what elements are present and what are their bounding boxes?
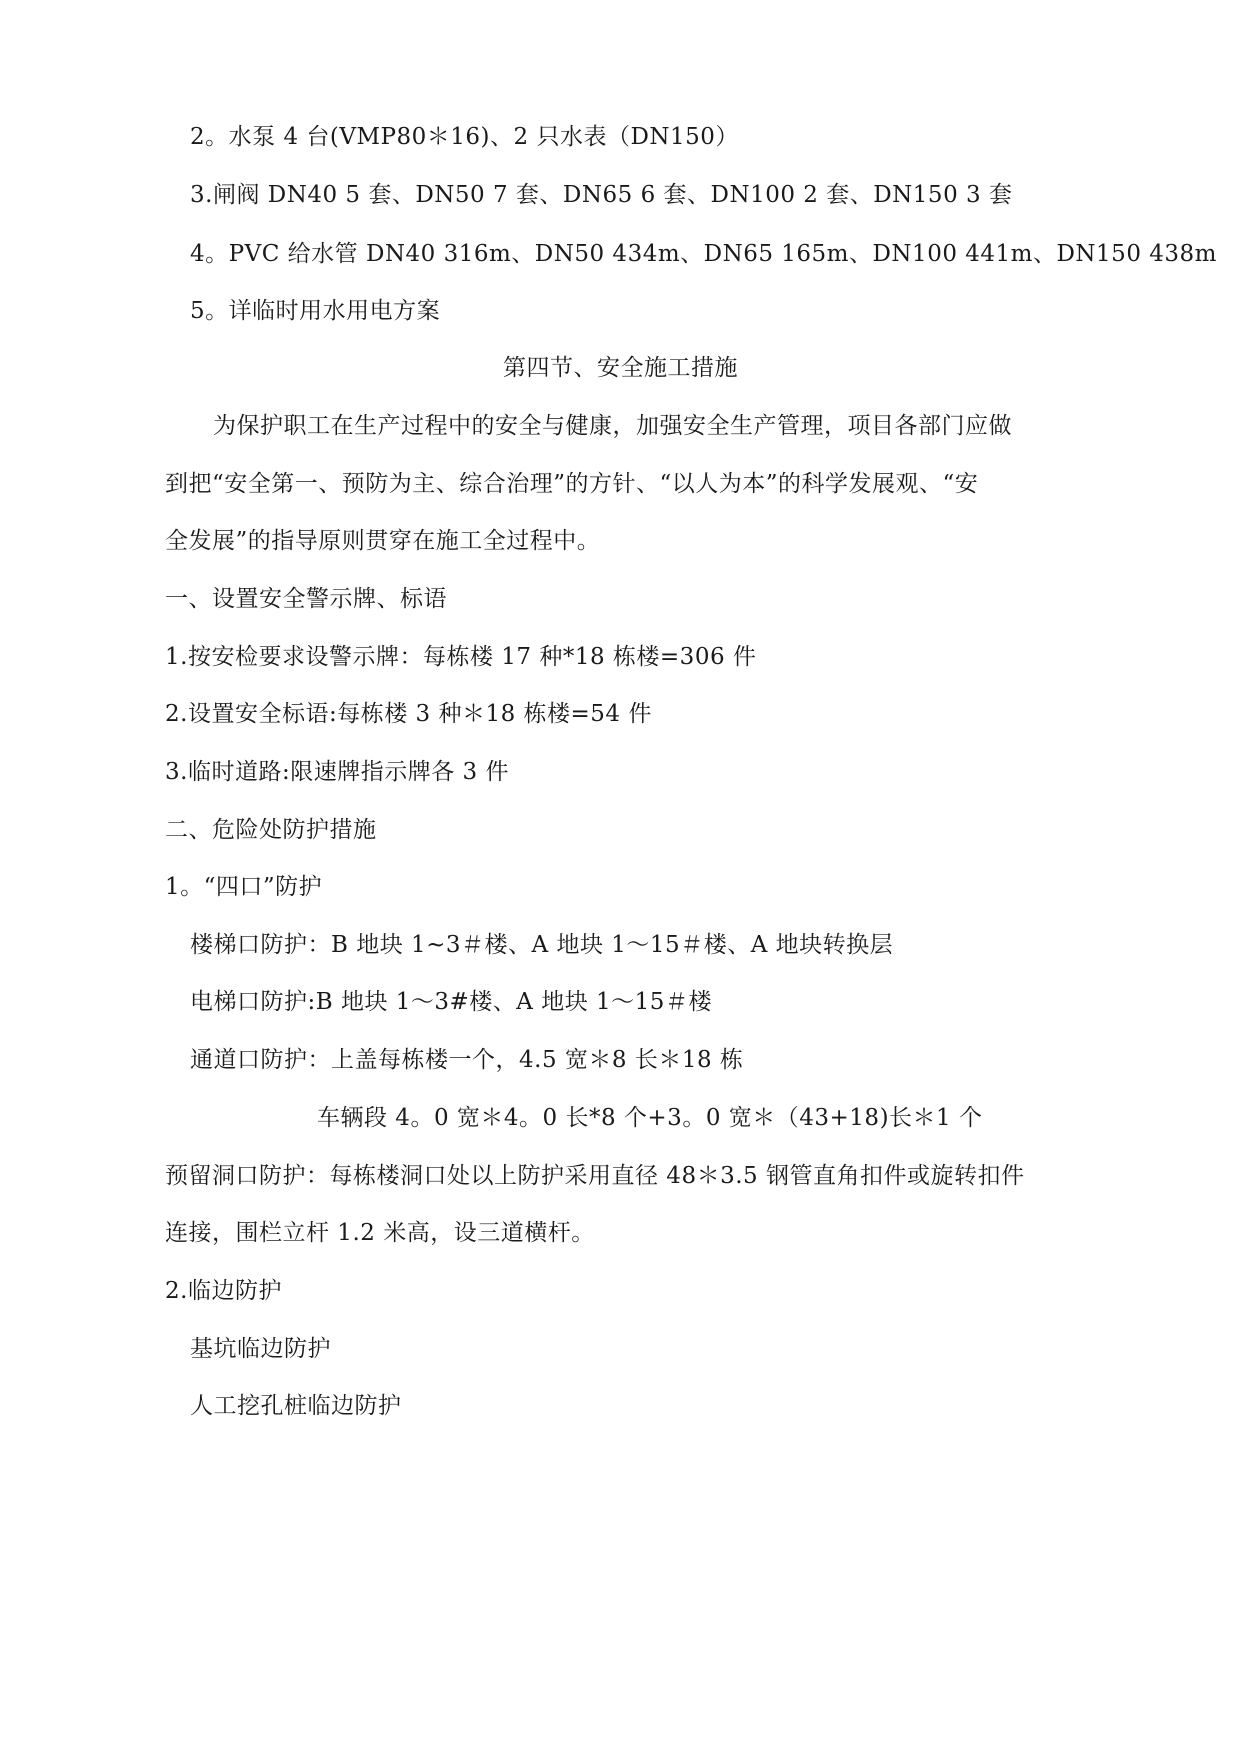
passage-protection: 通道口防护：上盖每栋楼一个，4.5 宽＊8 长＊18 栋 [190,1047,744,1073]
edge-protection-title: 2.临边防护 [165,1278,282,1304]
vehicle-section: 车辆段 4。0 宽＊4。0 长*8 个+3。0 宽＊（43+18)长＊1 个 [317,1105,983,1131]
pile-edge-protection: 人工挖孔桩临边防护 [190,1393,402,1419]
stair-protection: 楼梯口防护：B 地块 1~3＃楼、A 地块 1～15＃楼、A 地块转换层 [190,932,894,958]
reserved-opening-line-1: 预留洞口防护：每栋楼洞口处以上防护采用直径 48＊3.5 钢管直角扣件或旋转扣件 [165,1163,1025,1189]
elevator-protection: 电梯口防护:B 地块 1～3#楼、A 地块 1～15＃楼 [190,989,712,1015]
intro-line-3: 全发展”的指导原则贯穿在施工全过程中。 [165,528,601,554]
gate-valve-line: 3.闸阀 DN40 5 套、DN50 7 套、DN65 6 套、DN100 2 套、DN150 3 套 [190,182,1013,208]
part1-item-1: 1.按安检要求设警示牌：每栋楼 17 种*18 栋楼=306 件 [165,644,757,670]
part1-item-2: 2.设置安全标语:每栋楼 3 种＊18 栋楼=54 件 [165,701,652,727]
intro-line-1: 为保护职工在生产过程中的安全与健康，加强安全生产管理，项目各部门应做 [213,413,1012,439]
intro-line-2: 到把“安全第一、预防为主、综合治理”的方针、“以人为本”的科学发展观、“安 [165,471,979,497]
temp-utility-line: 5。详临时用水用电方案 [190,298,441,324]
part1-item-3: 3.临时道路:限速牌指示牌各 3 件 [165,759,509,785]
part1-heading: 一、设置安全警示牌、标语 [165,586,447,612]
reserved-opening-line-2: 连接，围栏立杆 1.2 米高，设三道横杆。 [165,1220,595,1246]
four-openings-title: 1。“四口”防护 [165,874,323,900]
part2-heading: 二、危险处防护措施 [165,817,377,843]
pit-edge-protection: 基坑临边防护 [190,1336,331,1362]
pvc-pipe-line: 4。PVC 给水管 DN40 316m、DN50 434m、DN65 165m、DN100 441m、DN150 438m [190,241,1217,267]
water-pump-line: 2。水泵 4 台(VMP80＊16)、2 只水表（DN150） [190,124,739,150]
section-title: 第四节、安全施工措施 [503,355,738,381]
